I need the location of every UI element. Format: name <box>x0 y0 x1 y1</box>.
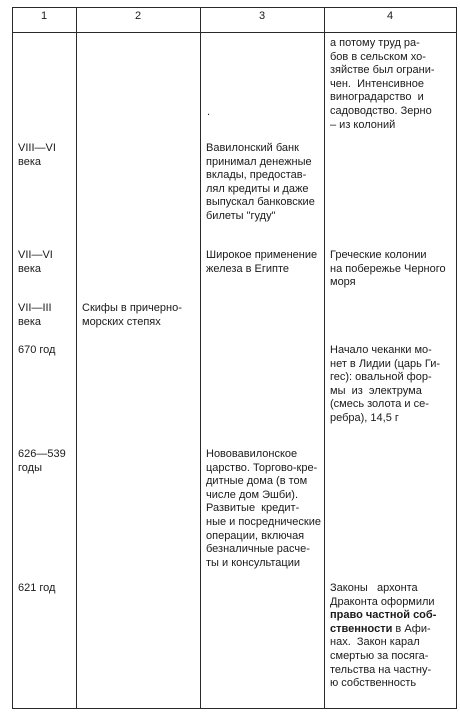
row-6-text-before: Законы архонта Драконта оформили <box>330 582 435 608</box>
column-border-2-3 <box>200 7 201 709</box>
column-border-left <box>12 7 13 709</box>
row-2-description: Греческие колонии на побережье Черного моря <box>330 249 446 289</box>
row-3-date: VII—III века <box>18 302 52 328</box>
column-border-1-2 <box>76 7 77 709</box>
row-6-description <box>330 582 436 691</box>
stray-mark: . <box>207 106 211 118</box>
row-1-date: VIII—VI века <box>18 142 56 168</box>
header-col-4: 4 <box>386 10 394 22</box>
header-col-2: 2 <box>134 10 142 22</box>
header-col-3: 3 <box>258 10 266 22</box>
row-3-region: Скифы в причерно- морских степях <box>82 302 182 328</box>
row-2-date: VII—VI века <box>18 249 53 275</box>
row-4-date: 670 год <box>18 344 56 356</box>
row-4-description: Начало чеканки мо- нет в Лидии (царь Ги- гес): овальной фор- мы из электрума (смесь золота и се- ребра), 14,5 г <box>330 344 441 424</box>
header-bottom-border <box>12 32 457 33</box>
row-2-event: Широкое применение железа в Египте <box>206 249 318 275</box>
row-5-date: 626—539 годы <box>18 448 66 474</box>
header-col-1: 1 <box>40 10 48 22</box>
row-6-text-bold: право частной соб- ственности <box>330 609 437 635</box>
column-border-3-4 <box>324 7 325 709</box>
table-top-border <box>12 7 457 8</box>
table-bottom-border <box>12 708 457 709</box>
row-5-event: Нововавилонское царство. Торгово-кре- дитные дома (в том числе дом Эшби). Развитые кредит- ные и посреднические операции, включая безналичные расче- ты и консультации <box>206 448 321 569</box>
row-1-event: Вавилонский банк принимал денежные вклады, предостав- лял кредиты и даже выпускал банковские билеты "гуду" <box>206 142 315 222</box>
column-border-right <box>456 7 457 709</box>
row-6-date: 621 год <box>18 582 56 594</box>
row-6-text-after: в Афи- нах. Закон карал смертью за посяга- тельства на частну- ю собственность <box>330 622 432 690</box>
row-0-description: а потому труд ра- бов в сельском хо- зяйстве был ограни- чен. Интенсивное виноградарство и садоводство. Зерно – из колоний <box>330 37 435 131</box>
